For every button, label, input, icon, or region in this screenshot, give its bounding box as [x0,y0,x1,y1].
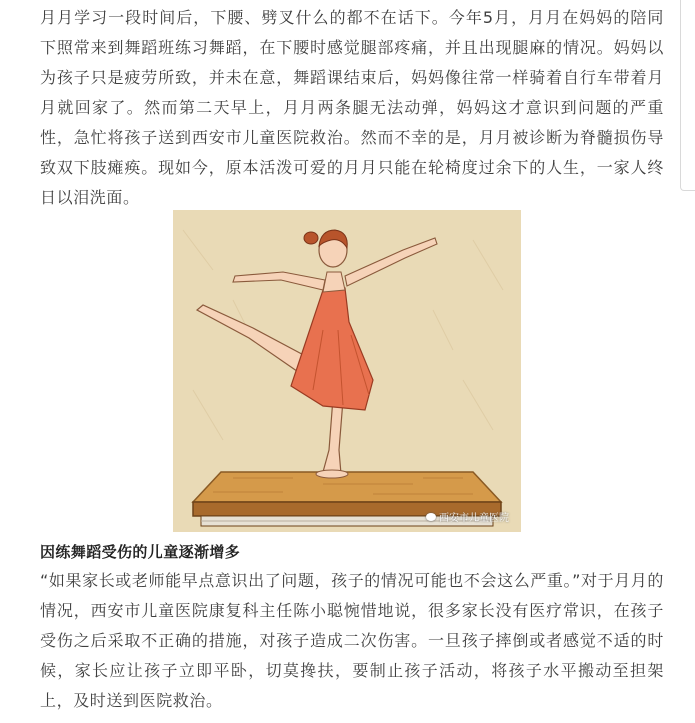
image-watermark [426,509,509,524]
scrollbar[interactable] [680,0,695,191]
paragraph-2: “如果家长或老师能早点意识出了问题，孩子的情况可能也不会这么严重。”对于月月的情况，西安市儿童医院康复科主任陈小聪惋惜地说，很多家长没有医疗常识，在孩子受伤之后采取不正确的措施，对孩子造成二次伤害。一旦孩子摔倒或者感觉不适的时候，家长应让孩子立即平卧，切莫搀扶，要制止孩子活动，将孩子水平搬动至担架上，及时送到医院救治。 [40,571,664,710]
dancer-illustration [173,210,521,532]
wechat-icon [426,513,436,521]
section-heading: 因练舞蹈受伤的儿童逐渐增多 [40,543,241,561]
ballet-illustration [173,210,521,532]
watermark-text: 西安市儿童医院 [439,513,509,524]
paragraph-1: 月月学习一段时间后，下腰、劈叉什么的都不在话下。今年5月，月月在妈妈的陪同下照常来到舞蹈班练习舞蹈，在下腰时感觉腿部疼痛，并且出现腿麻的情况。妈妈以为孩子只是疲劳所致，并未在意，舞蹈课结束后，妈妈像往常一样骑着自行车带着月月就回家了。然而第二天早上，月月两条腿无法动弹，妈妈这才意识到问题的严重性，急忙将孩子送到西安市儿童医院救治。然而不幸的是，月月被诊断为脊髓损伤导致双下肢瘫痪。现如今，原本活泼可爱的月月只能在轮椅度过余下的人生，一家人终日以泪洗面。 [40,8,664,207]
